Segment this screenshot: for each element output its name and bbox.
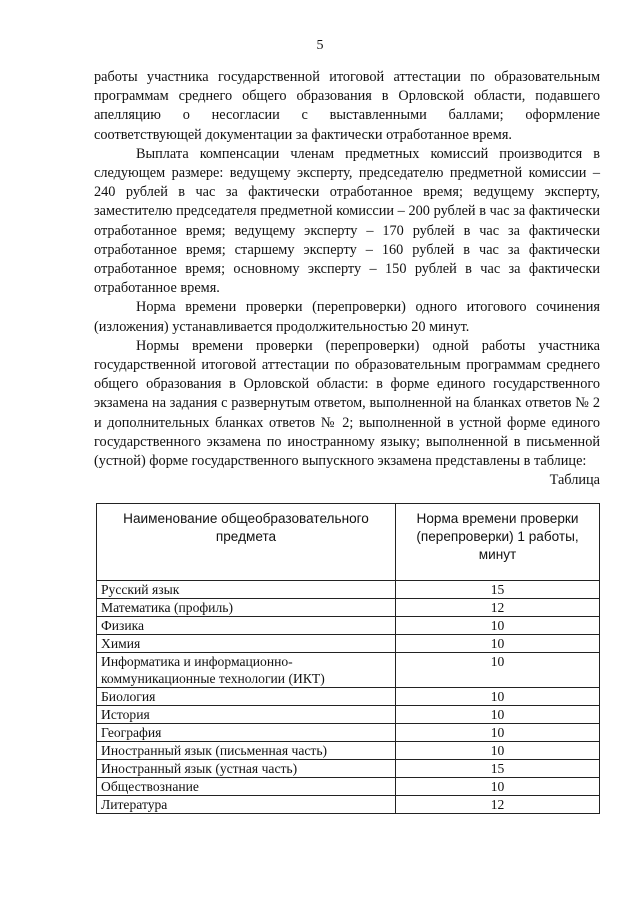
norm-cell: 10: [396, 635, 600, 653]
table-row: [97, 742, 600, 760]
norm-cell: 15: [396, 760, 600, 778]
body-text: [94, 68, 600, 471]
norm-cell: 12: [396, 599, 600, 617]
subject-cell: Математика (профиль): [97, 599, 396, 617]
paragraph: Нормы времени проверки (перепроверки) одной работы участника государственной итоговой аттестации по образовательным программам среднего общего образования в Орловской области: в форме единого государственного экзамена на задания с развернутым ответом, выполненной на бланках ответов № 2 и дополнительных бланках ответов № 2; выполненной в устной форме единого государственного экзамена по иностранному языку; выполненной в письменной (устной) форме государственного выпускного экзамена представлены в таблице:: [94, 337, 600, 470]
norm-cell: 10: [396, 742, 600, 760]
norm-cell: 10: [396, 653, 600, 688]
norm-cell: 10: [396, 778, 600, 796]
subject-cell: История: [97, 706, 396, 724]
norm-cell: 10: [396, 706, 600, 724]
table-row: [97, 724, 600, 742]
norm-cell: 10: [396, 724, 600, 742]
subject-cell: Иностранный язык (письменная часть): [97, 742, 396, 760]
norm-cell: 10: [396, 617, 600, 635]
table-row: [97, 760, 600, 778]
subject-cell: География: [97, 724, 396, 742]
subject-cell: Литература: [97, 796, 396, 814]
table-row: [97, 581, 600, 599]
subject-cell: Информатика и информационно-коммуникационные технологии (ИКТ): [97, 653, 396, 688]
norm-cell: 10: [396, 688, 600, 706]
page-number: 5: [316, 38, 324, 53]
header-subject: Наименование общеобразовательного предмета: [97, 504, 396, 581]
table-row: [97, 796, 600, 814]
subject-cell: Обществознание: [97, 778, 396, 796]
subject-cell: Биология: [97, 688, 396, 706]
subject-cell: Химия: [97, 635, 396, 653]
paragraph: работы участника государственной итоговой аттестации по образовательным программам среднего общего образования в Орловской области, подавшего апелляцию о несогласии с выставленными баллами; оформление соответствующей документации за фактически отработанное время.: [94, 69, 600, 143]
table-row: [97, 617, 600, 635]
norms-table: [96, 503, 600, 814]
table-row: [97, 706, 600, 724]
table-caption: Таблица: [549, 472, 600, 488]
table-row: [97, 635, 600, 653]
table-header-row: [97, 504, 600, 581]
norm-cell: 12: [396, 796, 600, 814]
paragraph: Выплата компенсации членам предметных комиссий производится в следующем размере: ведущему эксперту, председателю предметной комиссии – 240 рублей в час за фактически отработанное время; ведущему эксперту, заместителю председателя предметной комиссии – 200 рублей в час за фактически отработанное время; ведущему эксперту – 170 рублей в час за фактически отработанное время; старшему эксперту – 160 рублей в час за фактически отработанное время; основному эксперту – 150 рублей в час за фактически отработанное время.: [94, 145, 600, 297]
table-row: [97, 778, 600, 796]
subject-cell: Русский язык: [97, 581, 396, 599]
subject-cell: Физика: [97, 617, 396, 635]
paragraph: Норма времени проверки (перепроверки) одного итогового сочинения (изложения) устанавливается продолжительностью 20 минут.: [94, 299, 600, 335]
norm-cell: 15: [396, 581, 600, 599]
table-row: [97, 599, 600, 617]
header-norm: Норма времени проверки (перепроверки) 1 работы, минут: [396, 504, 600, 581]
table-row: [97, 653, 600, 688]
subject-cell: Иностранный язык (устная часть): [97, 760, 396, 778]
table-row: [97, 688, 600, 706]
